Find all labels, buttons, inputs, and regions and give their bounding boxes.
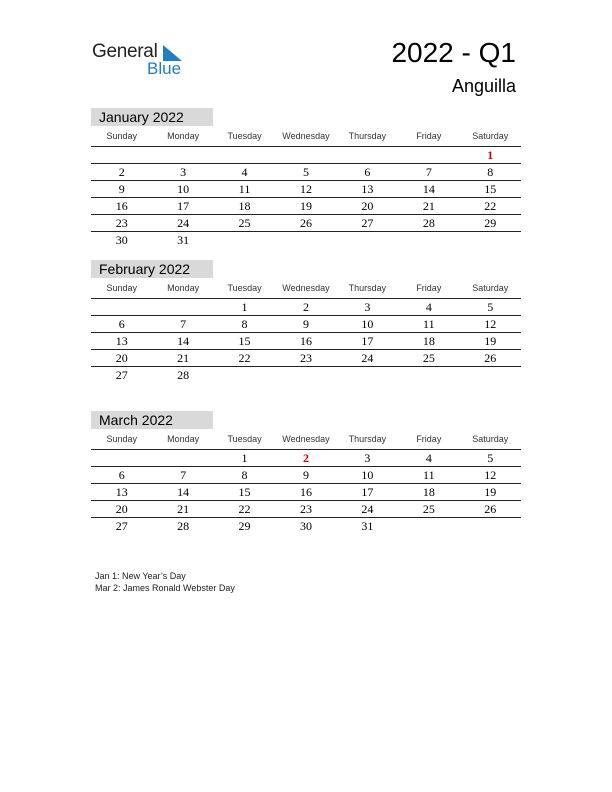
day-cell: 6	[118, 317, 125, 331]
day-cell: 8	[487, 165, 494, 179]
day-cell: 24	[177, 216, 190, 230]
weekday-label: Saturday	[472, 434, 509, 444]
day-cell: 27	[115, 368, 128, 382]
holiday-note: Jan 1: New Year’s Day	[95, 571, 186, 581]
weekday-header-row	[91, 278, 521, 299]
day-cell: 18	[422, 334, 435, 348]
weekday-label: Saturday	[472, 283, 509, 293]
day-cell	[214, 367, 275, 383]
day-cell: 25	[422, 502, 435, 516]
weekday-label: Friday	[416, 131, 442, 141]
day-cell	[398, 232, 459, 248]
weekday-label: Thursday	[348, 131, 387, 141]
day-cell	[337, 367, 398, 383]
generalblue-logo	[92, 41, 192, 81]
month-march	[91, 411, 521, 534]
day-cell: 2	[302, 300, 309, 314]
weekday-label: Sunday	[106, 434, 137, 444]
weekday-label: Wednesday	[282, 283, 330, 293]
day-cell: 19	[484, 334, 497, 348]
day-cell	[460, 518, 521, 534]
day-cell	[152, 299, 213, 315]
day-cell: 26	[484, 502, 497, 516]
day-cell: 6	[118, 468, 125, 482]
weekday-label: Tuesday	[227, 434, 262, 444]
day-cell: 25	[238, 216, 251, 230]
day-cell	[460, 232, 521, 248]
day-cell: 9	[302, 317, 309, 331]
day-cell: 8	[241, 468, 248, 482]
day-cell: 14	[177, 334, 190, 348]
day-cell: 7	[180, 468, 187, 482]
weekday-label: Tuesday	[227, 283, 262, 293]
weekday-label: Friday	[416, 283, 442, 293]
country-name: Anguilla	[451, 76, 516, 96]
weekday-label: Monday	[167, 434, 200, 444]
day-cell: 29	[484, 216, 497, 230]
weekday-label: Friday	[416, 434, 442, 444]
month-title: January 2022	[91, 108, 213, 126]
day-cell: 4	[241, 165, 248, 179]
week-row	[91, 484, 521, 501]
day-cell: 11	[238, 182, 251, 196]
day-cell: 5	[487, 300, 494, 314]
day-cell	[152, 450, 213, 466]
day-cell	[460, 367, 521, 383]
week-row	[91, 181, 521, 198]
month-weeks	[91, 450, 521, 534]
day-cell: 31	[361, 519, 374, 533]
month-weeks	[91, 299, 521, 383]
day-cell: 8	[241, 317, 248, 331]
week-row	[91, 450, 521, 467]
day-cell: 28	[177, 368, 190, 382]
day-cell: 4	[425, 300, 432, 314]
day-cell: 25	[422, 351, 435, 365]
week-row	[91, 164, 521, 181]
weekday-label: Sunday	[106, 283, 137, 293]
day-cell: 10	[361, 468, 374, 482]
week-row	[91, 367, 521, 383]
day-cell	[337, 147, 398, 163]
day-cell: 15	[484, 182, 497, 196]
month-weeks	[91, 147, 521, 248]
weekday-label: Wednesday	[282, 131, 330, 141]
month-title: March 2022	[91, 411, 213, 429]
week-row	[91, 299, 521, 316]
weekday-label: Sunday	[106, 131, 137, 141]
day-cell: 11	[423, 468, 435, 482]
day-cell: 27	[115, 519, 128, 533]
day-cell: 1	[241, 300, 248, 314]
day-cell: 13	[361, 182, 374, 196]
day-cell	[337, 232, 398, 248]
weekday-label: Thursday	[348, 283, 387, 293]
week-row	[91, 333, 521, 350]
day-cell: 10	[177, 182, 190, 196]
day-cell: 14	[177, 485, 190, 499]
day-cell: 9	[118, 182, 125, 196]
week-row	[91, 147, 521, 164]
week-row	[91, 198, 521, 215]
weekday-label: Monday	[167, 283, 200, 293]
day-cell: 21	[177, 351, 190, 365]
week-row	[91, 501, 521, 518]
day-cell: 22	[238, 502, 251, 516]
day-cell: 24	[361, 351, 374, 365]
day-cell: 3	[364, 300, 371, 314]
day-cell: 14	[422, 182, 435, 196]
day-cell: 3	[364, 451, 371, 465]
day-cell: 26	[484, 351, 497, 365]
holiday-note: Mar 2: James Ronald Webster Day	[95, 583, 235, 593]
day-cell: 3	[180, 165, 187, 179]
day-cell: 13	[115, 485, 128, 499]
week-row	[91, 350, 521, 367]
day-cell: 15	[238, 334, 251, 348]
day-cell	[152, 147, 213, 163]
week-row	[91, 467, 521, 484]
day-cell: 18	[238, 199, 251, 213]
page-title: 2022 - Q1	[391, 37, 516, 68]
day-cell: 20	[115, 351, 128, 365]
day-cell	[91, 450, 152, 466]
day-cell: 9	[302, 468, 309, 482]
day-cell: 13	[115, 334, 128, 348]
day-cell: 30	[115, 233, 128, 247]
day-cell: 12	[299, 182, 312, 196]
weekday-label: Wednesday	[282, 434, 330, 444]
day-cell: 7	[180, 317, 187, 331]
day-cell: 16	[115, 199, 128, 213]
day-cell: 28	[177, 519, 190, 533]
day-cell: 23	[115, 216, 128, 230]
holiday-notes	[95, 570, 235, 594]
holiday-day-cell: 2	[302, 451, 309, 465]
day-cell: 15	[238, 485, 251, 499]
week-row	[91, 518, 521, 534]
day-cell: 10	[361, 317, 374, 331]
day-cell: 5	[302, 165, 309, 179]
day-cell	[91, 147, 152, 163]
day-cell: 17	[177, 199, 190, 213]
weekday-label: Thursday	[348, 434, 387, 444]
day-cell: 26	[299, 216, 312, 230]
day-cell: 11	[423, 317, 435, 331]
day-cell: 1	[241, 451, 248, 465]
day-cell	[214, 147, 275, 163]
day-cell: 28	[422, 216, 435, 230]
day-cell: 20	[115, 502, 128, 516]
day-cell: 12	[484, 317, 497, 331]
day-cell: 21	[177, 502, 190, 516]
day-cell	[275, 147, 336, 163]
day-cell: 16	[299, 485, 312, 499]
day-cell: 19	[299, 199, 312, 213]
day-cell	[398, 518, 459, 534]
day-cell: 2	[118, 165, 125, 179]
month-february	[91, 260, 521, 383]
day-cell: 29	[238, 519, 251, 533]
day-cell: 23	[299, 502, 312, 516]
day-cell: 6	[364, 165, 371, 179]
day-cell	[398, 367, 459, 383]
week-row	[91, 232, 521, 248]
month-title: February 2022	[91, 260, 213, 278]
holiday-day-cell: 1	[487, 148, 494, 162]
day-cell: 5	[487, 451, 494, 465]
day-cell: 17	[361, 334, 374, 348]
day-cell: 19	[484, 485, 497, 499]
day-cell: 24	[361, 502, 374, 516]
week-row	[91, 215, 521, 232]
month-january	[91, 108, 521, 248]
day-cell: 30	[299, 519, 312, 533]
day-cell: 17	[361, 485, 374, 499]
weekday-label: Tuesday	[227, 131, 262, 141]
day-cell: 23	[299, 351, 312, 365]
day-cell: 4	[425, 451, 432, 465]
weekday-label: Monday	[167, 131, 200, 141]
weekday-header-row	[91, 126, 521, 147]
day-cell: 27	[361, 216, 374, 230]
day-cell	[91, 299, 152, 315]
day-cell: 7	[425, 165, 432, 179]
day-cell: 31	[177, 233, 190, 247]
day-cell: 16	[299, 334, 312, 348]
weekday-label: Saturday	[472, 131, 509, 141]
day-cell: 12	[484, 468, 497, 482]
day-cell	[398, 147, 459, 163]
day-cell	[275, 232, 336, 248]
week-row	[91, 316, 521, 333]
weekday-header-row	[91, 429, 521, 450]
day-cell: 22	[238, 351, 251, 365]
day-cell: 18	[422, 485, 435, 499]
day-cell	[214, 232, 275, 248]
day-cell	[275, 367, 336, 383]
day-cell: 22	[484, 199, 497, 213]
logo-text-blue: Blue	[147, 59, 182, 78]
day-cell: 21	[422, 199, 435, 213]
day-cell: 20	[361, 199, 374, 213]
logo-text-general: General	[92, 41, 158, 62]
